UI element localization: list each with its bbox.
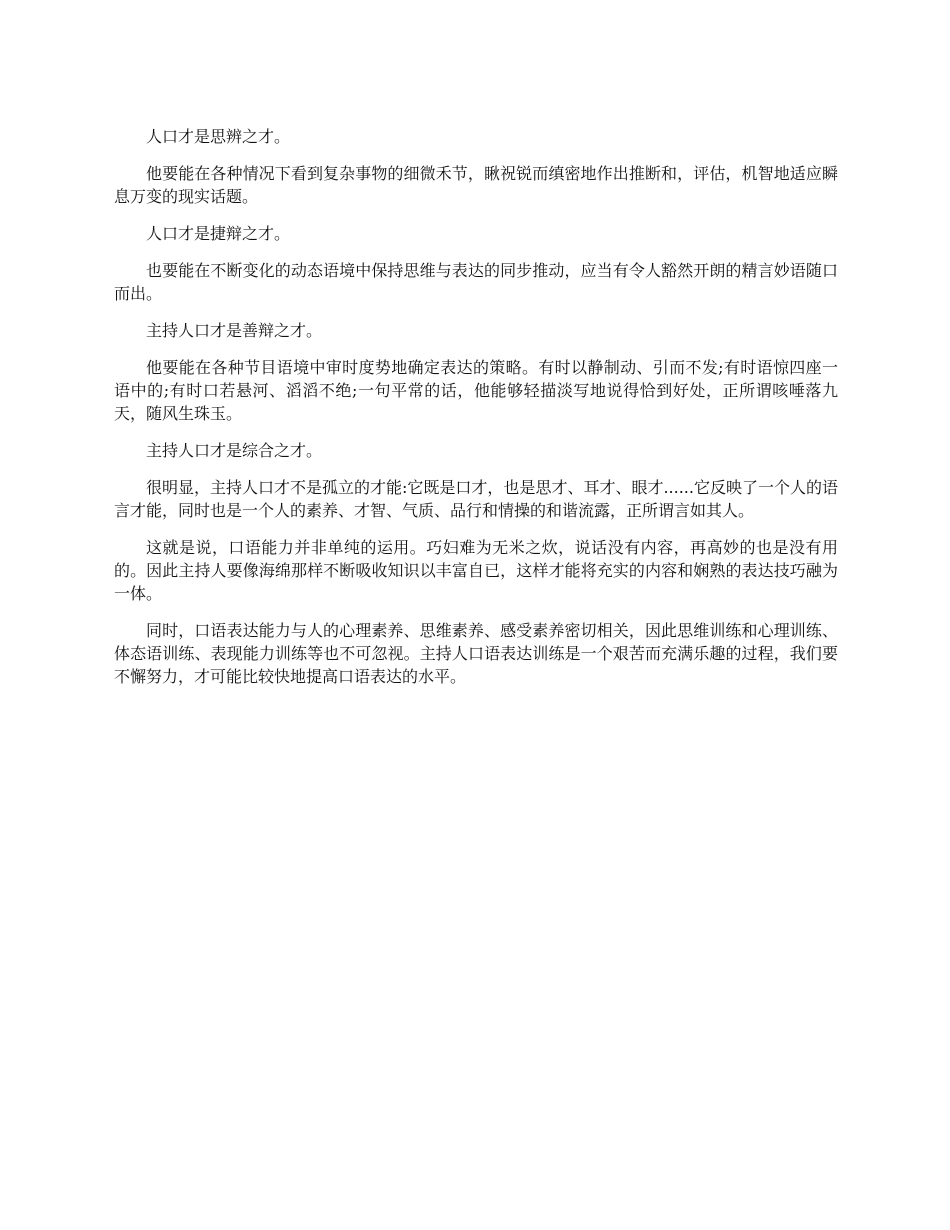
paragraph: 也要能在不断变化的动态语境中保持思维与表达的同步推动，应当有令人豁然开朗的精言妙语随口而出。 bbox=[114, 261, 838, 303]
paragraph: 人口才是思辨之才。 bbox=[146, 127, 291, 146]
paragraph: 这就是说，口语能力并非单纯的运用。巧妇难为无米之炊，说话没有内容，再高妙的也是没有用的。因此主持人要像海绵那样不断吸收知识以丰富自已，这样才能将充实的内容和娴熟的表达技巧融为一体。 bbox=[114, 538, 838, 603]
paragraph: 人口才是捷辩之才。 bbox=[146, 224, 291, 243]
paragraph: 主持人口才是综合之才。 bbox=[146, 441, 323, 460]
document-body bbox=[114, 125, 838, 702]
paragraph: 很明显，主持人口才不是孤立的才能:它既是口才，也是思才、耳才、眼才......它反映了一个人的语言才能，同时也是一个人的素养、才智、气质、品行和情操的和谐流露，正所谓言如其人。 bbox=[114, 478, 838, 520]
paragraph: 他要能在各种情况下看到复杂事物的细微禾节，瞅祝锐而缜密地作出推断和，评估，机智地适应瞬息万变的现实话题。 bbox=[114, 164, 838, 206]
paragraph: 同时，口语表达能力与人的心理素养、思维素养、感受素养密切相关，因此思维训练和心理训练、体态语训练、表现能力训练等也不可忽视。主持人口语表达训练是一个艰苦而充满乐趣的过程，我们要不懈努力，才可能比较快地提高口语表达的水平。 bbox=[114, 621, 838, 686]
paragraph: 他要能在各种节目语境中审时度势地确定表达的策略。有时以静制动、引而不发;有时语惊四座一语中的;有时口若悬河、滔滔不绝;一句平常的话，他能够轻描淡写地说得恰到好处，正所谓咳唾落九天，随风生珠玉。 bbox=[114, 358, 838, 423]
paragraph: 主持人口才是善辩之才。 bbox=[146, 321, 323, 340]
